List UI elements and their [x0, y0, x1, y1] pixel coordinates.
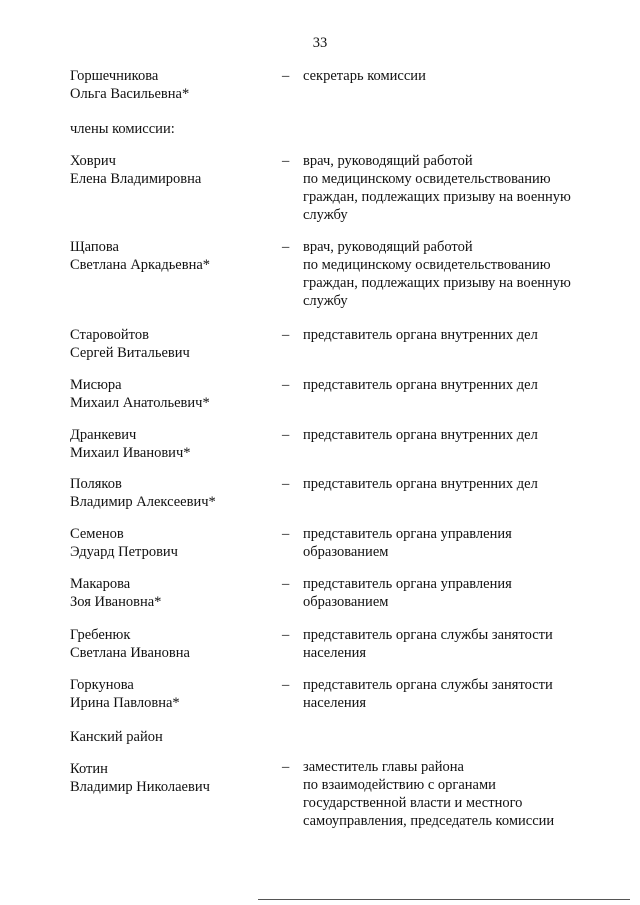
- person-name: [70, 575, 270, 611]
- person-role: [303, 525, 603, 561]
- role-line: представитель органа внутренних дел: [303, 476, 538, 492]
- surname: Семенов: [70, 526, 124, 542]
- given-names: Михаил Иванович*: [70, 445, 191, 461]
- dash: –: [282, 476, 290, 492]
- person-role: [303, 676, 603, 712]
- role-line: государственной власти и местного: [303, 795, 523, 811]
- person-role: [303, 152, 603, 224]
- dash: –: [282, 68, 290, 84]
- surname: Котин: [70, 761, 108, 777]
- dash: –: [282, 526, 290, 542]
- surname: Дранкевич: [70, 427, 137, 443]
- given-names: Зоя Ивановна*: [70, 594, 162, 610]
- role-line: по медицинскому освидетельствованию: [303, 171, 551, 187]
- given-names: Владимир Алексеевич*: [70, 494, 216, 510]
- role-line: представитель органа службы занятости: [303, 677, 553, 693]
- dash: –: [282, 759, 290, 775]
- role-line: врач, руководящий работой: [303, 153, 473, 169]
- given-names: Владимир Николаевич: [70, 779, 210, 795]
- person-role: [303, 575, 603, 611]
- role-line: представитель органа службы занятости: [303, 627, 553, 643]
- person-role: [303, 475, 603, 493]
- role-line: представитель органа внутренних дел: [303, 327, 538, 343]
- surname: Щапова: [70, 239, 119, 255]
- dash: –: [282, 377, 290, 393]
- person-name: [70, 426, 270, 462]
- role-line: службу: [303, 207, 348, 223]
- surname: Макарова: [70, 576, 131, 592]
- person-name: [70, 626, 270, 662]
- district-label: Канский район: [70, 729, 163, 745]
- person-name: [70, 152, 270, 188]
- dash: –: [282, 327, 290, 343]
- given-names: Светлана Ивановна: [70, 645, 190, 661]
- role-line: заместитель главы района: [303, 759, 464, 775]
- surname: Горкунова: [70, 677, 134, 693]
- given-names: Ольга Васильевна*: [70, 86, 190, 102]
- given-names: Ирина Павловна*: [70, 695, 180, 711]
- role-line: образованием: [303, 594, 389, 610]
- person-role: [303, 326, 603, 344]
- person-role: [303, 376, 603, 394]
- bottom-rule: [258, 899, 630, 900]
- role-line: представитель органа управления: [303, 576, 512, 592]
- given-names: Эдуард Петрович: [70, 544, 178, 560]
- surname: Горшечникова: [70, 68, 159, 84]
- person-name: [70, 475, 270, 511]
- role-line: службу: [303, 293, 348, 309]
- surname: Поляков: [70, 476, 122, 492]
- person-name: [70, 326, 270, 362]
- dash: –: [282, 677, 290, 693]
- dash: –: [282, 427, 290, 443]
- surname: Мисюра: [70, 377, 122, 393]
- person-role: [303, 238, 603, 310]
- role-line: представитель органа внутренних дел: [303, 427, 538, 443]
- surname: Ховрич: [70, 153, 116, 169]
- role-line: населения: [303, 645, 367, 661]
- role-line: представитель органа внутренних дел: [303, 377, 538, 393]
- person-name: [70, 376, 270, 412]
- given-names: Елена Владимировна: [70, 171, 202, 187]
- person-name: [70, 238, 270, 274]
- role-line: образованием: [303, 544, 389, 560]
- surname: Старовойтов: [70, 327, 149, 343]
- role-line: секретарь комиссии: [303, 68, 426, 84]
- person-name: [70, 760, 270, 796]
- role-line: населения: [303, 695, 367, 711]
- page-number: 33: [312, 35, 328, 51]
- person-role: [303, 758, 603, 830]
- person-name: [70, 676, 270, 712]
- role-line: представитель органа управления: [303, 526, 512, 542]
- person-name: [70, 67, 270, 103]
- given-names: Светлана Аркадьевна*: [70, 257, 211, 273]
- given-names: Сергей Витальевич: [70, 345, 190, 361]
- person-role: [303, 626, 603, 662]
- surname: Гребенюк: [70, 627, 131, 643]
- dash: –: [282, 627, 290, 643]
- person-role: [303, 67, 603, 85]
- dash: –: [282, 239, 290, 255]
- role-line: граждан, подлежащих призыву на военную: [303, 189, 571, 205]
- dash: –: [282, 153, 290, 169]
- members-label: члены комиссии:: [70, 121, 175, 137]
- role-line: граждан, подлежащих призыву на военную: [303, 275, 571, 291]
- given-names: Михаил Анатольевич*: [70, 395, 210, 411]
- role-line: по взаимодействию с органами: [303, 777, 496, 793]
- role-line: врач, руководящий работой: [303, 239, 473, 255]
- person-name: [70, 525, 270, 561]
- dash: –: [282, 576, 290, 592]
- role-line: по медицинскому освидетельствованию: [303, 257, 551, 273]
- person-role: [303, 426, 603, 444]
- role-line: самоуправления, председатель комиссии: [303, 813, 555, 829]
